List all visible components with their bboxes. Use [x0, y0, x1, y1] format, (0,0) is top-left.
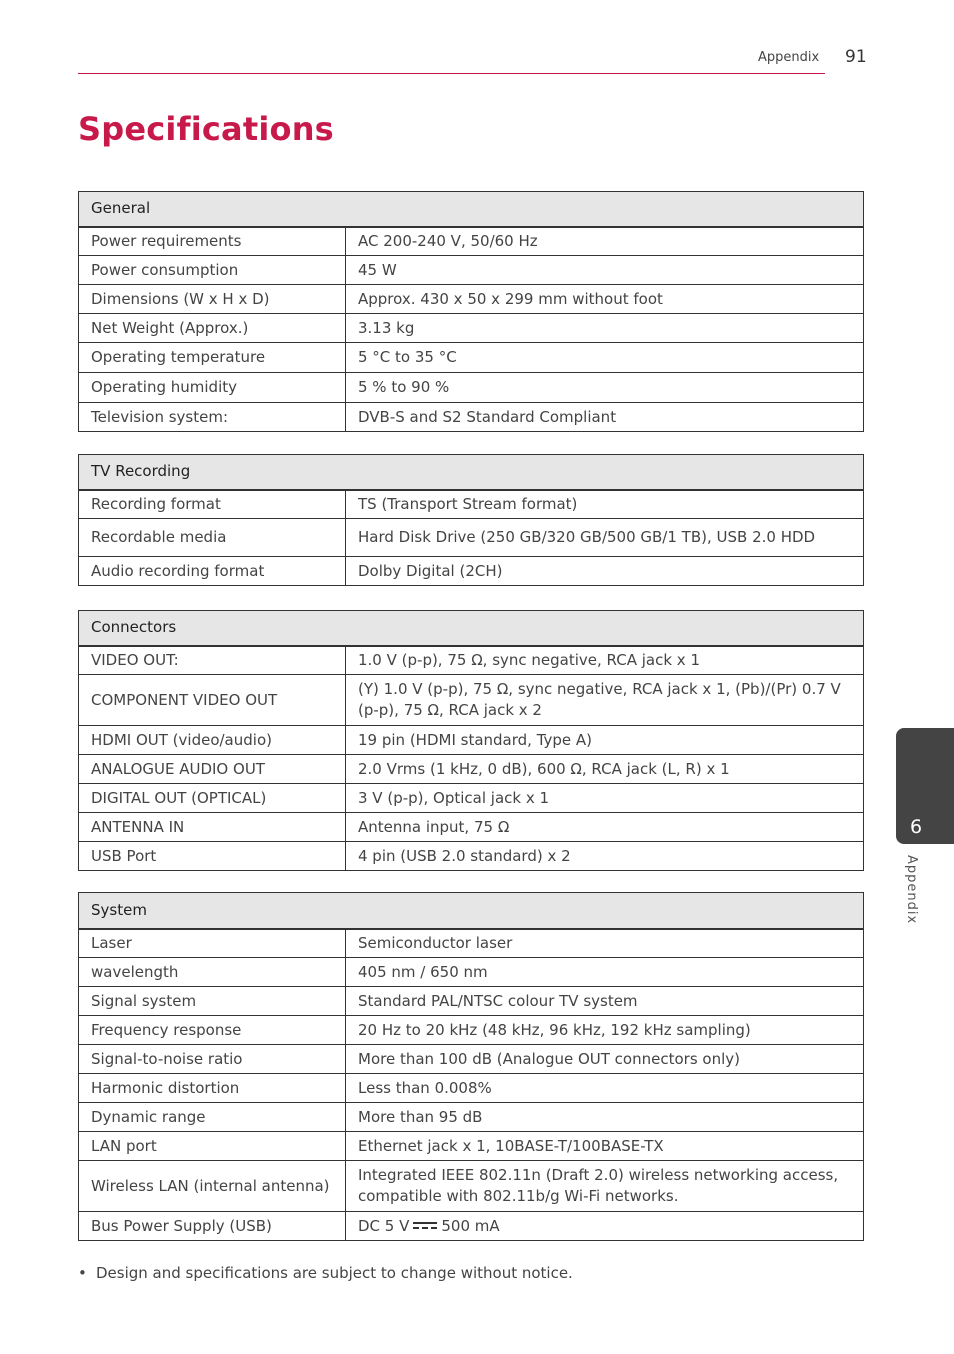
chapter-tab — [896, 728, 954, 844]
table-row: Audio recording format Dolby Digital (2CH) — [79, 557, 864, 586]
table-heading: TV Recording — [79, 455, 864, 490]
table-row: Harmonic distortion Less than 0.008% — [79, 1074, 864, 1103]
general-spec-table — [78, 191, 864, 432]
system-spec-table — [78, 892, 864, 1241]
table-row: Dimensions (W x H x D) Approx. 430 x 50 x 299 mm without foot — [79, 285, 864, 314]
table-row: ANALOGUE AUDIO OUT 2.0 Vrms (1 kHz, 0 dB), 600 Ω, RCA jack (L, R) x 1 — [79, 755, 864, 784]
table-heading: System — [79, 893, 864, 929]
dc-current-icon — [413, 1221, 437, 1231]
connectors-spec-table — [78, 610, 864, 871]
table-row: Television system: DVB-S and S2 Standard Compliant — [79, 403, 864, 432]
table-row: wavelength 405 nm / 650 nm — [79, 958, 864, 987]
bus-power-value: DC 5 V 500 mA — [346, 1212, 864, 1241]
running-header-section: Appendix — [758, 50, 820, 65]
table-heading: Connectors — [79, 611, 864, 646]
table-row: Net Weight (Approx.) 3.13 kg — [79, 314, 864, 343]
chapter-number: 6 — [909, 816, 923, 838]
table-row: Signal-to-noise ratio More than 100 dB (Analogue OUT connectors only) — [79, 1045, 864, 1074]
table-row: ANTENNA IN Antenna input, 75 Ω — [79, 813, 864, 842]
table-row: DIGITAL OUT (OPTICAL) 3 V (p-p), Optical jack x 1 — [79, 784, 864, 813]
table-row: VIDEO OUT: 1.0 V (p-p), 75 Ω, sync negative, RCA jack x 1 — [79, 646, 864, 675]
table-row: Laser Semiconductor laser — [79, 929, 864, 958]
table-row: Operating humidity 5 % to 90 % — [79, 373, 864, 403]
table-row: USB Port 4 pin (USB 2.0 standard) x 2 — [79, 842, 864, 871]
header-rule — [78, 73, 825, 74]
footnote-text: Design and specifications are subject to change without notice. — [96, 1264, 573, 1282]
table-row: Recording format TS (Transport Stream format) — [79, 490, 864, 519]
table-row: Signal system Standard PAL/NTSC colour TV system — [79, 987, 864, 1016]
footnote — [78, 1264, 573, 1282]
table-row: Operating temperature 5 °C to 35 °C — [79, 343, 864, 373]
table-row: Bus Power Supply (USB) DC 5 V 500 mA — [79, 1212, 864, 1241]
table-row: Frequency response 20 Hz to 20 kHz (48 kHz, 96 kHz, 192 kHz sampling) — [79, 1016, 864, 1045]
table-row: Power requirements AC 200-240 V, 50/60 Hz — [79, 227, 864, 256]
table-row: LAN port Ethernet jack x 1, 10BASE-T/100BASE-TX — [79, 1132, 864, 1161]
chapter-label: Appendix — [904, 855, 919, 925]
table-row: Recordable media Hard Disk Drive (250 GB/320 GB/500 GB/1 TB), USB 2.0 HDD — [79, 519, 864, 557]
page-number: 91 — [845, 47, 867, 67]
tv-recording-spec-table — [78, 454, 864, 586]
bullet-icon: • — [78, 1264, 87, 1282]
table-row: Power consumption 45 W — [79, 256, 864, 285]
table-row: HDMI OUT (video/audio) 19 pin (HDMI standard, Type A) — [79, 726, 864, 755]
table-heading: General — [79, 192, 864, 227]
table-row: Wireless LAN (internal antenna) Integrated IEEE 802.11n (Draft 2.0) wireless networking access, compatible with 802.11b/g Wi-Fi networks. — [79, 1161, 864, 1212]
table-row: COMPONENT VIDEO OUT (Y) 1.0 V (p-p), 75 Ω, sync negative, RCA jack x 1, (Pb)/(Pr) 0.7 V (p-p), 75 Ω, RCA jack x 2 — [79, 675, 864, 726]
table-row: Dynamic range More than 95 dB — [79, 1103, 864, 1132]
page-title: Specifications — [78, 110, 334, 148]
